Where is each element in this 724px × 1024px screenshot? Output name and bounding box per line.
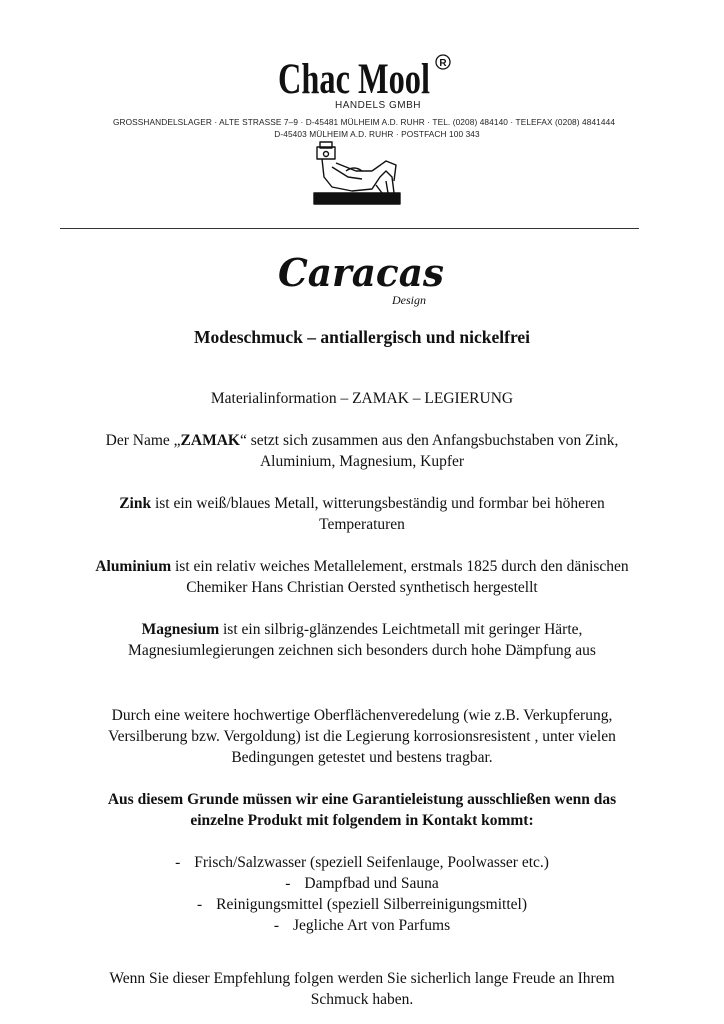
header-divider bbox=[60, 228, 639, 229]
zamak-prefix: Der Name „ bbox=[105, 432, 181, 449]
zink-paragraph bbox=[90, 493, 634, 535]
zink-term: Zink bbox=[119, 495, 152, 512]
list-item-text: Jegliche Art von Parfums bbox=[293, 917, 451, 934]
aluminium-text: ist ein relativ weiches Metallelement, erstmals 1825 durch den dänischen Chemiker Hans Christian Oersted synthetisch hergestellt bbox=[171, 558, 629, 596]
magnesium-paragraph bbox=[90, 619, 634, 661]
list-item-text: Reinigungsmittel (speziell Silberreinigungsmittel) bbox=[216, 896, 527, 913]
list-item bbox=[90, 915, 634, 936]
letterhead bbox=[0, 0, 724, 215]
list-dash: - bbox=[273, 917, 280, 934]
aluminium-paragraph bbox=[90, 556, 634, 598]
magnesium-text: ist ein silbrig-glänzendes Leichtmetall mit geringer Härte, Magnesiumlegierungen zeichnen sich besonders durch hohe Dämpfung aus bbox=[128, 621, 596, 659]
registered-mark: R bbox=[439, 58, 447, 69]
zamak-name-paragraph bbox=[90, 430, 634, 472]
list-dash: - bbox=[197, 896, 203, 913]
page-title: Modeschmuck – antiallergisch und nickelfrei bbox=[193, 327, 531, 347]
brand-name: Caracas bbox=[278, 250, 444, 295]
zamak-term: ZAMAK bbox=[180, 432, 240, 449]
list-dash: - bbox=[175, 854, 181, 871]
brand-tagline: Design bbox=[392, 293, 426, 307]
list-item-text: Frisch/Salzwasser (speziell Seifenlauge, Poolwasser etc.) bbox=[194, 854, 549, 871]
company-name: Chac Mool bbox=[278, 56, 431, 102]
list-item bbox=[90, 894, 634, 915]
list-item-text: Dampfbad und Sauna bbox=[304, 875, 439, 892]
zink-text: ist ein weiß/blaues Metall, witterungsbeständig und formbar bei höheren Temperaturen bbox=[151, 495, 605, 533]
magnesium-term: Magnesium bbox=[141, 621, 220, 638]
chac-mool-figure-icon bbox=[312, 141, 406, 207]
company-type: HANDELS GMBH bbox=[334, 100, 421, 111]
chac-mool-logo bbox=[276, 52, 454, 102]
caracas-design-logo bbox=[276, 244, 456, 310]
surface-paragraph: Durch eine weitere hochwertige Oberflächenveredelung (wie z.B. Verkupferung, Versilberung bzw. Vergoldung) ist die Legierung korrosionsresistent , unter vielen Bedingungen getestet und bestens tragbar. bbox=[108, 707, 616, 766]
list-dash: - bbox=[285, 875, 291, 892]
list-item bbox=[90, 852, 634, 873]
warranty-notice: Aus diesem Grunde müssen wir eine Garantieleistung ausschließen wenn das einzelne Produkt mit folgendem in Kontakt kommt: bbox=[107, 791, 617, 829]
list-item bbox=[90, 873, 634, 894]
closing-paragraph: Wenn Sie dieser Empfehlung folgen werden Sie sicherlich lange Freude an Ihrem Schmuck haben. bbox=[109, 970, 615, 1008]
document-body bbox=[90, 326, 634, 1010]
address-line-1: GROSSHANDELSLAGER · ALTE STRASSE 7–9 · D-45481 MÜLHEIM A.D. RUHR · TEL. (0208) 484140 · TELEFAX (0208) 4841444 bbox=[112, 117, 616, 127]
address-line-2: D-45403 MÜLHEIM A.D. RUHR · POSTFACH 100 343 bbox=[274, 129, 480, 139]
zamak-suffix: “ setzt sich zusammen aus den Anfangsbuchstaben von Zink, Aluminium, Magnesium, Kupfer bbox=[239, 432, 619, 470]
material-info: Materialinformation – ZAMAK – LEGIERUNG bbox=[210, 390, 514, 407]
aluminium-term: Aluminium bbox=[95, 558, 172, 575]
